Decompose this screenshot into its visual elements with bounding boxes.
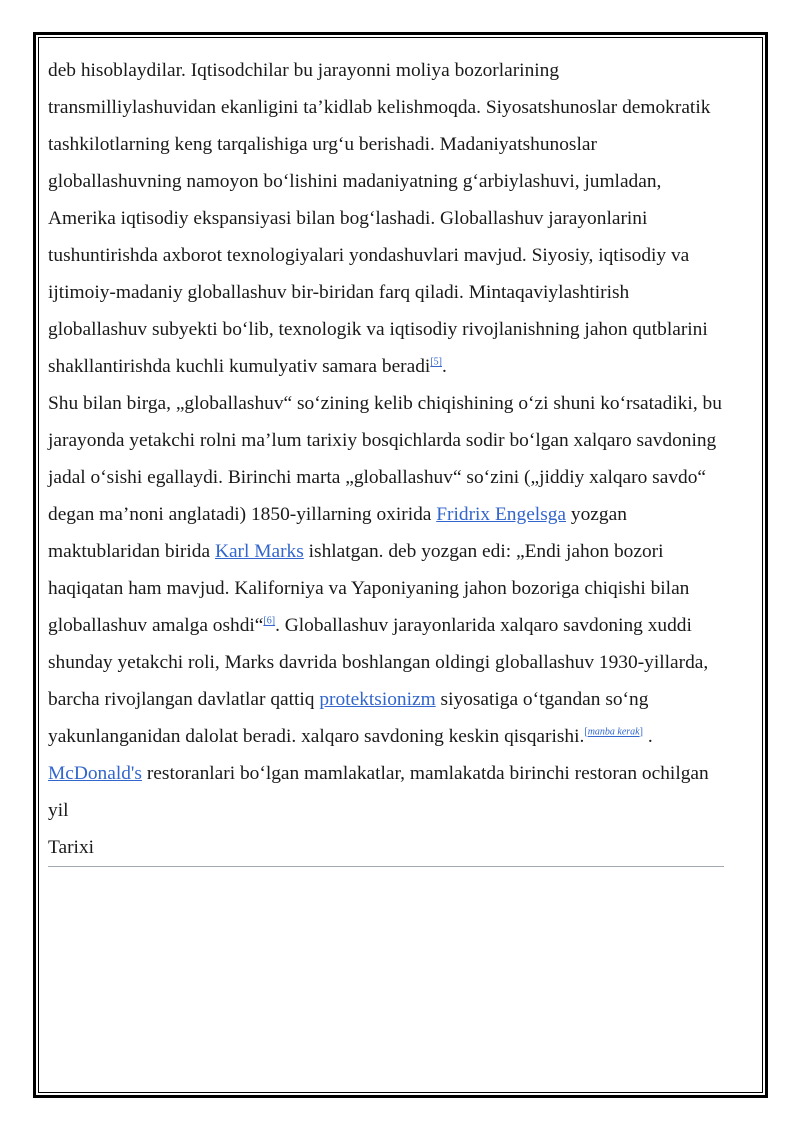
section-heading: Tarixi <box>48 829 724 867</box>
paragraph-text: deb hisoblaydilar. Iqtisodchilar bu jarayonni moliya bozorlarining transmilliylashuvidan ekanligini ta’kidlab kelishmoqda. Siyosatshunoslar demokratik tashkilotlarning keng tarqalishiga urg‘u berishadi. Madaniyatshunoslar globallashuvning namoyon bo‘lishini madaniyatning g‘arbiylashuvi, jumladan, Amerika iqtisodiy ekspansiyasi bilan bog‘lashadi. Globallashuv jarayonlarini tushuntirishda axborot texnologiyalari yondashuvlari mavjud. Siyosiy, iqtisodiy va ijtimoiy-madaniy globallashuv bir-biridan farq qiladi. Mintaqaviylashtirish globallashuv subyekti bo‘lib, texnologik va iqtisodiy rivojlanishning jahon qutblarini shakllantirishda kuchli kumulyativ samara beradi <box>48 60 711 377</box>
image-caption: McDonald's restoranlari bo‘lgan mamlakatlar, mamlakatda birinchi restoran ochilgan yil <box>48 763 709 821</box>
reference-6[interactable]: [6] <box>263 615 276 627</box>
link-karl-marks[interactable]: Karl Marks <box>214 541 304 562</box>
reference-5[interactable]: [5] <box>430 356 442 368</box>
link-fridrix-engels[interactable]: Fridrix Engelsga <box>436 504 567 525</box>
link-protektsionizm[interactable]: protektsionizm <box>319 689 436 710</box>
document-body <box>48 52 728 867</box>
link-mcdonalds[interactable]: McDonald's <box>48 763 142 784</box>
paragraph-globalization-history: Shu bilan birga, „globallashuv“ so‘zining kelib chiqishining o‘zi shuni ko‘rsatadiki, bu jarayonda yetakchi rolni ma’lum tarixiy bosqichlarda sodir bo‘lgan xalqaro savdoning jadal o‘sishi egallaydi. Birinchi marta „globallashuv“ so‘zini („jiddiy xalqaro savdo“ degan ma’noni anglatadi) 1850-yillarning oxirida Fridrix Engelsga yozgan maktublaridan birida Karl Marks ishlatgan. deb yozgan edi: „Endi jahon bozori haqiqatan ham mavjud. Kaliforniya va Yaponiyaning jahon bozoriga chiqishi bilan globallashuv amalga oshdi“[6]. Globallashuv jarayonlarida xalqaro savdoning xuddi shunday yetakchi roli, Marks davrida boshlangan oldingi globallashuv 1930-yillarda, barcha rivojlangan davlatlar qattiq protektsionizm siyosatiga o‘tgandan so‘ng yakunlanganidan dalolat beradi. xalqaro savdoning keskin qisqarishi.[manba kerak] . <box>48 393 722 747</box>
citation-needed[interactable]: [manba kerak] <box>584 726 643 738</box>
paragraph-globalization-views: deb hisoblaydilar. Iqtisodchilar bu jarayonni moliya bozorlarining transmilliylashuvidan ekanligini ta’kidlab kelishmoqda. Siyosatshunoslar demokratik tashkilotlarning keng tarqalishiga urg‘u berishadi. Madaniyatshunoslar globallashuvning namoyon bo‘lishini madaniyatning g‘arbiylashuvi, jumladan, Amerika iqtisodiy ekspansiyasi bilan bog‘lashadi. Globallashuv jarayonlarini tushuntirishda axborot texnologiyalari yondashuvlari mavjud. Siyosiy, iqtisodiy va ijtimoiy-madaniy globallashuv bir-biridan farq qiladi. Mintaqaviylashtirish globallashuv subyekti bo‘lib, texnologik va iqtisodiy rivojlanishning jahon qutblarini shakllantirishda kuchli kumulyativ samara beradi[5]. <box>48 60 711 377</box>
